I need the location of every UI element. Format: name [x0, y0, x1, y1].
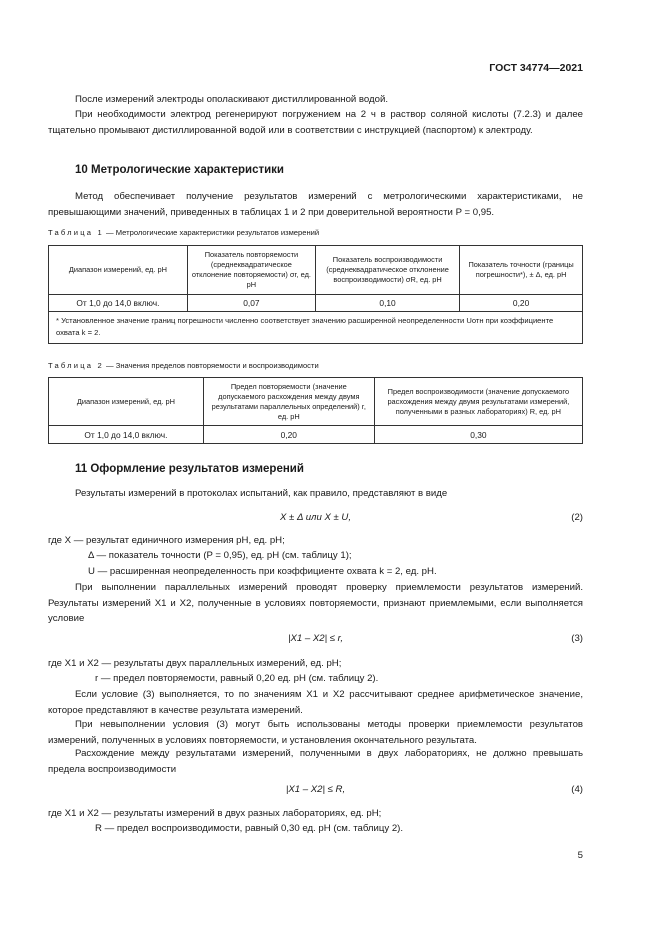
definition-u: U — расширенная неопределенность при коэффициенте охвата k = 2, ед. pH. — [88, 565, 437, 577]
table-1-header-cell: Показатель воспроизводимости (среднеквадратическое отклонение воспроизводимости) σR, ед. pH — [315, 246, 459, 295]
equation-2-formula: X ± Δ или X ± U, — [279, 512, 352, 523]
table-2-header-cell: Диапазон измерений, ед. pH — [49, 378, 204, 426]
equation-4-formula: |X1 – X2| ≤ R, — [285, 784, 346, 795]
table-1-header-cell: Показатель повторяемости (среднеквадратическое отклонение повторяемости) σr, ед. pH — [187, 246, 315, 295]
table-1 — [48, 245, 583, 344]
table-1-label: Таблица 1 — [48, 228, 104, 237]
table-1-header-cell: Диапазон измерений, ед. pH — [49, 246, 188, 295]
equation-4-number: (4) — [571, 784, 583, 795]
table-2 — [48, 377, 583, 444]
paragraph-reproducibility: Расхождение между результатами измерений, полученными в двух лабораториях, не должно превышать предела воспроизводимости — [48, 748, 583, 775]
equation-2 — [48, 510, 583, 525]
paragraph-failure: При невыполнении условия (3) могут быть использованы методы проверки приемлемости результатов измерений, полученных в условиях повторяемости, и установления окончательного результата. — [48, 719, 583, 746]
definition-x: где X — результат единичного измерения pH, ед. pH; — [48, 535, 285, 546]
table-1-header-row — [49, 246, 583, 295]
equation-3-definitions — [48, 656, 583, 687]
definition-x1-x2-labs: где X1 и X2 — результаты измерений в двух разных лабораториях, ед. pH; — [48, 808, 382, 819]
page-number: 5 — [577, 850, 583, 861]
equation-3-number: (3) — [571, 633, 583, 644]
table-1-header-cell: Показатель точности (границы погрешности*), ± Δ, ед. pH — [460, 246, 583, 295]
table-row — [49, 295, 583, 312]
equation-2-definitions — [48, 533, 583, 579]
table-2-cell: 0,20 — [203, 426, 374, 444]
equation-3 — [48, 631, 583, 646]
equation-4 — [48, 782, 583, 797]
definition-delta: Δ — показатель точности (P = 0,95), ед. pH (см. таблицу 1); — [88, 550, 352, 562]
table-2-title: — Значения пределов повторяемости и воспроизводимости — [103, 361, 319, 370]
table-2-header-cell: Предел воспроизводимости (значение допускаемого расхождения между двумя результатами измерений, полученными в разных лабораториях) R, ед. pH — [374, 378, 582, 426]
paragraph-mean: Если условие (3) выполняется, то по значениям X1 и X2 рассчитывают среднее арифметическое значение, которое представляют в качестве результата измерений. — [48, 689, 583, 716]
table-2-header-cell: Предел повторяемости (значение допускаемого расхождения между двумя результатами параллельных определений) r, ед. pH — [203, 378, 374, 426]
table-1-footnote: * Установленное значение границ погрешности численно соответствует значению расширенной неопределенности Uотн при коэффициенте охвата k = 2. — [49, 312, 583, 344]
table-2-cell: 0,30 — [374, 426, 582, 444]
definition-x1-x2: где X1 и X2 — результаты двух параллельных измерений, ед. pH; — [48, 658, 342, 669]
table-1-cell: 0,20 — [460, 295, 583, 312]
paragraph-parallel: При выполнении параллельных измерений проводят проверку приемлемости результатов измерений. Результаты измерений X1 и X2, полученные в условиях повторяемости, признают приемлемыми, если выполняется условие — [48, 582, 583, 625]
table-2-label: Таблица 2 — [48, 361, 104, 370]
table-1-cell: От 1,0 до 14,0 включ. — [49, 295, 188, 312]
section-10-heading: 10 Метрологические характеристики — [75, 164, 284, 176]
section-10-text: Метод обеспечивает получение результатов измерений с метрологическими характеристиками, не превышающими значений, приведенных в таблицах 1 и 2 при доверительной вероятности P = 0,95. — [48, 191, 583, 218]
table-1-note-row — [49, 312, 583, 344]
paragraph-rinse: После измерений электроды ополаскивают дистиллированной водой. — [75, 94, 388, 105]
table-2-caption — [48, 361, 319, 370]
definition-r: r — предел повторяемости, равный 0,20 ед. pH (см. таблицу 2). — [95, 673, 379, 685]
paragraph-regenerate: При необходимости электрод регенерируют погружением на 2 ч в раствор соляной кислоты (7.2.3) и далее тщательно промывают дистиллированной водой или в соответствии с инструкцией (паспортом) к электроду. — [48, 109, 583, 136]
table-2-cell: От 1,0 до 14,0 включ. — [49, 426, 204, 444]
table-1-cell: 0,10 — [315, 295, 459, 312]
table-2-header-row — [49, 378, 583, 426]
equation-2-number: (2) — [571, 512, 583, 523]
table-1-cell: 0,07 — [187, 295, 315, 312]
table-1-caption — [48, 228, 319, 237]
definition-big-r: R — предел воспроизводимости, равный 0,30 ед. pH (см. таблицу 2). — [95, 823, 404, 835]
section-11-heading: 11 Оформление результатов измерений — [75, 463, 304, 475]
equation-3-formula: |X1 – X2| ≤ r, — [287, 633, 344, 644]
standard-code: ГОСТ 34774—2021 — [489, 62, 583, 74]
table-1-title: — Метрологические характеристики результатов измерений — [103, 228, 320, 237]
table-row — [49, 426, 583, 444]
equation-4-definitions — [48, 806, 583, 837]
section-11-intro: Результаты измерений в протоколах испытаний, как правило, представляют в виде — [75, 488, 448, 499]
